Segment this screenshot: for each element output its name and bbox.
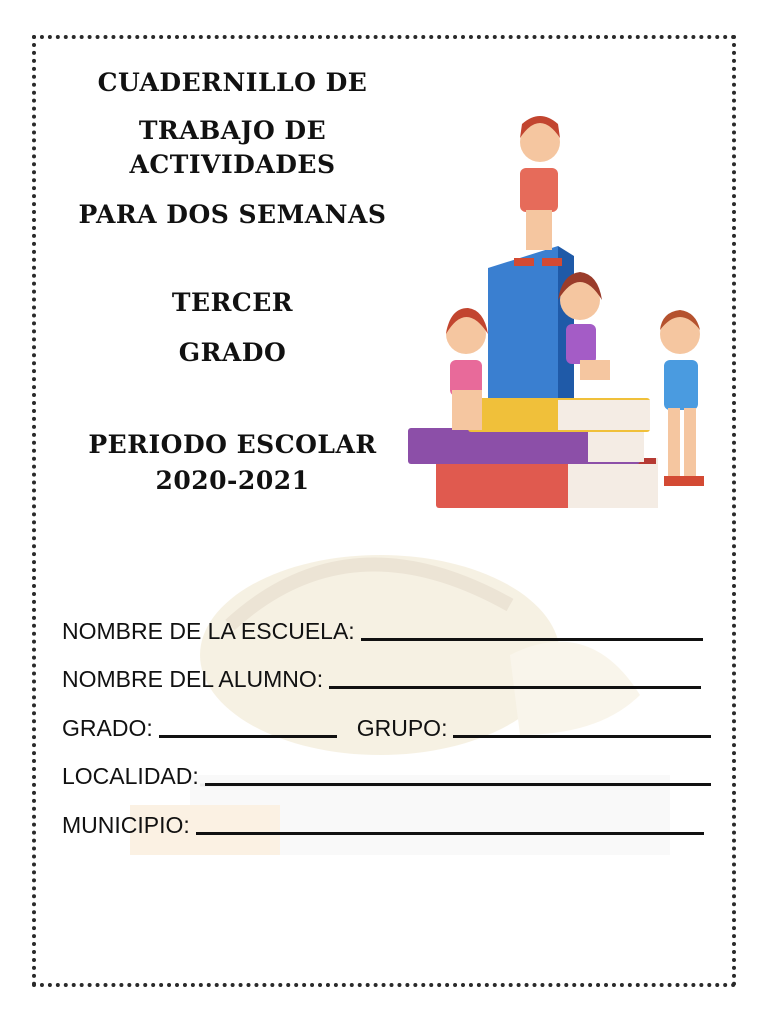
municipality-row	[62, 812, 704, 839]
grade-label: GRADO:	[62, 715, 153, 741]
grade-line-2: GRADO	[178, 338, 287, 367]
title-line-4: PARA DOS SEMANAS	[78, 200, 387, 229]
group-field[interactable]	[453, 735, 711, 738]
school-name-row	[62, 618, 703, 645]
grade-field[interactable]	[159, 735, 337, 738]
locality-label: LOCALIDAD:	[62, 763, 199, 789]
school-year: 2020-2021	[155, 466, 310, 495]
student-name-field[interactable]	[329, 686, 701, 689]
locality-field[interactable]	[205, 783, 711, 786]
school-name-label: NOMBRE DE LA ESCUELA:	[62, 618, 355, 644]
cover-title	[60, 68, 405, 508]
grade-line-1: TERCER	[171, 288, 294, 317]
period-label: PERIODO ESCOLAR	[88, 430, 377, 459]
title-line-1: CUADERNILLO DE	[97, 68, 368, 97]
student-name-row	[62, 666, 701, 693]
children-books-illustration	[408, 98, 712, 530]
title-line-2: TRABAJO DE	[138, 116, 327, 145]
school-name-field[interactable]	[361, 638, 703, 641]
municipality-field[interactable]	[196, 832, 704, 835]
title-line-3: ACTIVIDADES	[129, 150, 336, 179]
group-label: GRUPO:	[356, 715, 448, 741]
grade-group-row	[62, 715, 711, 742]
municipality-label: MUNICIPIO:	[62, 812, 190, 838]
student-name-label: NOMBRE DEL ALUMNO:	[62, 666, 324, 692]
locality-row	[62, 763, 711, 790]
